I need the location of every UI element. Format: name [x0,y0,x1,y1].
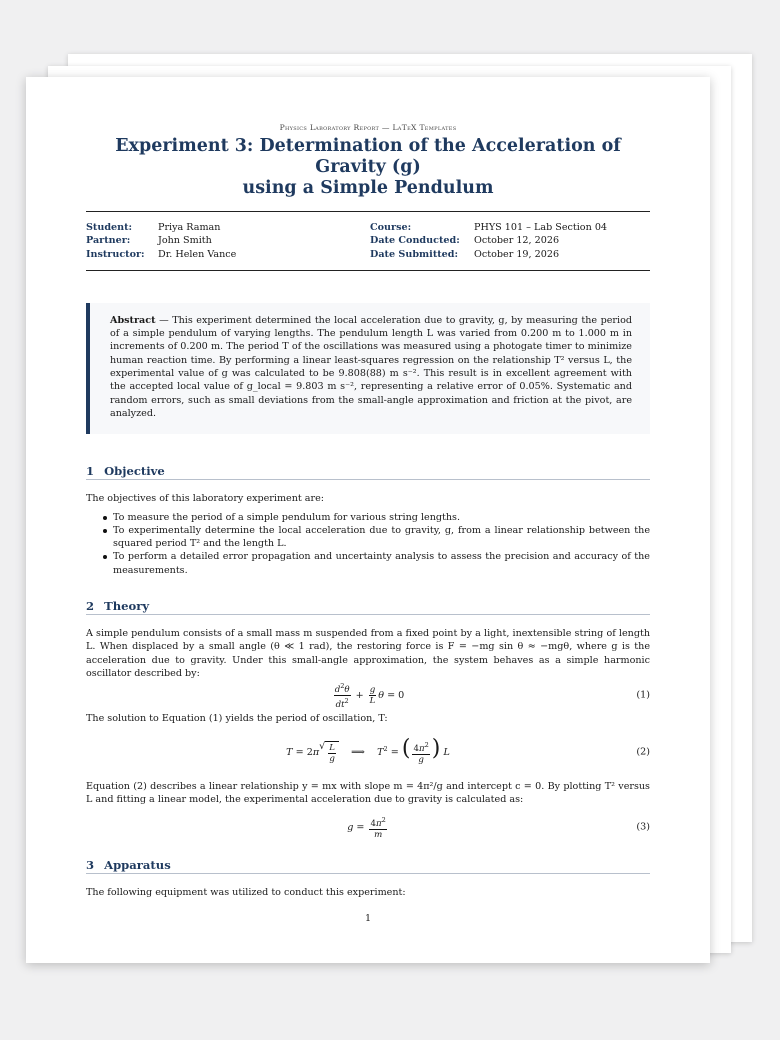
date-submitted-label: Date Submitted: [370,248,459,260]
list-item [86,524,650,551]
page-number: 1 [364,913,372,924]
objective-list [86,511,650,577]
equation-1-tag: (1) [636,689,650,701]
report-kicker: Physics Laboratory Report — LaTeX Templates [279,123,457,132]
title-line-1: Experiment 3: Determination of the Acceleration of Gravity (g) [115,136,621,177]
equation-2-tag: (2) [636,746,650,758]
metadata-right [370,221,650,261]
theory-paragraph-1: A simple pendulum consists of a small mass m suspended from a fixed point by a light, inextensible string of length L. When displaced by a small angle (θ ≪ 1 rad), the restoring force is F = −mg sin θ ≈ −mgθ, where g is the acceleration due to gravity. Under this small-angle approximation, the system behaves as a simple harmonic oscillator described by: [86,628,650,679]
document-page [26,77,710,963]
student-name: Priya Raman [158,222,221,233]
section-heading-apparatus [86,858,650,874]
instructor-name: Dr. Helen Vance [158,248,237,260]
list-item-text: To perform a detailed error propagation and uncertainty analysis to assess the precision and accuracy of the measurements. [113,551,650,576]
apparatus-intro: The following equipment was utilized to conduct this experiment: [86,887,406,899]
section-heading-theory [86,599,650,615]
list-item-text: To measure the period of a simple pendulum for various string lengths. [113,511,461,523]
partner-label: Partner: [86,235,131,247]
abstract-box [86,303,650,434]
list-item [86,511,650,524]
header-rule-bottom [86,270,650,271]
report-title [86,136,650,199]
equation-3 [86,810,650,844]
title-line-2: using a Simple Pendulum [242,178,494,198]
partner-name: John Smith [158,235,212,247]
list-item [86,550,650,577]
abstract-label: Abstract [110,314,156,326]
section-title: Objective [104,464,165,479]
theory-paragraph-2: The solution to Equation (1) yields the period of oscillation, T: [86,713,388,725]
report-metadata [86,221,650,261]
instructor-label: Instructor: [86,248,145,260]
section-heading-objective [86,464,650,480]
course-label: Course: [370,222,412,233]
bullet-icon [103,516,107,520]
metadata-left [86,221,236,261]
bullet-icon [103,529,107,533]
course-value: PHYS 101 – Lab Section 04 [474,222,608,233]
objective-intro: The objectives of this laboratory experiment are: [86,493,325,505]
date-conducted-label: Date Conducted: [370,235,460,247]
section-number: 3 [86,858,95,873]
date-submitted-value: October 19, 2026 [474,248,560,260]
header-rule-top [86,211,650,212]
equation-2 [86,730,650,774]
section-title: Theory [104,599,150,614]
list-item-text: To experimentally determine the local acceleration due to gravity, g, from a linear relationship between the squared period T² and the length L. [113,524,650,550]
equation-2-body: T = 2π √ $\frac{L}{g}$ ⟹ $T^2$ = ( $\frac{4\pi^2}{g}$ ) L [286,735,450,765]
section-title: Apparatus [104,858,171,873]
equation-3-body: g = $\frac{4\pi^2}{m}$ [347,815,386,840]
equation-1-body: $\frac{d^2\theta}{dt^2}$ + $\frac{g}{L}$ θ = 0 [334,681,405,710]
section-number: 1 [86,464,95,479]
equation-1 [86,680,650,710]
theory-paragraph-3: Equation (2) describes a linear relationship y = mx with slope m = 4π²/g and intercept c = 0. By plotting T² versus L and fitting a linear model, the experimental acceleration due to gravity is calculated as: [86,780,650,805]
abstract-text: — This experiment determined the local acceleration due to gravity, g, by measuring the period of a simple pendulum of varying lengths. The pendulum length L was varied from 0.200 m to 1.000 m in increments of 0.200 m. The period T of the oscillations was measured using a photogate timer to minimize human reaction time. By performing a linear least-squares regression on the relationship T² versus L, the experimental value of g was calculated to be 9.808(88) m s⁻². This result is in excellent agreement with the accepted local value of g_local = 9.803 m s⁻², representing a relative error of 0.05%. Systematic and random errors, such as small deviations from the small-angle approximation and friction at the pivot, are analyzed. [110,314,632,419]
bullet-icon [103,555,107,559]
section-number: 2 [86,599,95,614]
date-conducted-value: October 12, 2026 [474,235,560,247]
student-label: Student: [86,222,133,233]
equation-3-tag: (3) [636,821,650,833]
page-content [86,123,650,899]
